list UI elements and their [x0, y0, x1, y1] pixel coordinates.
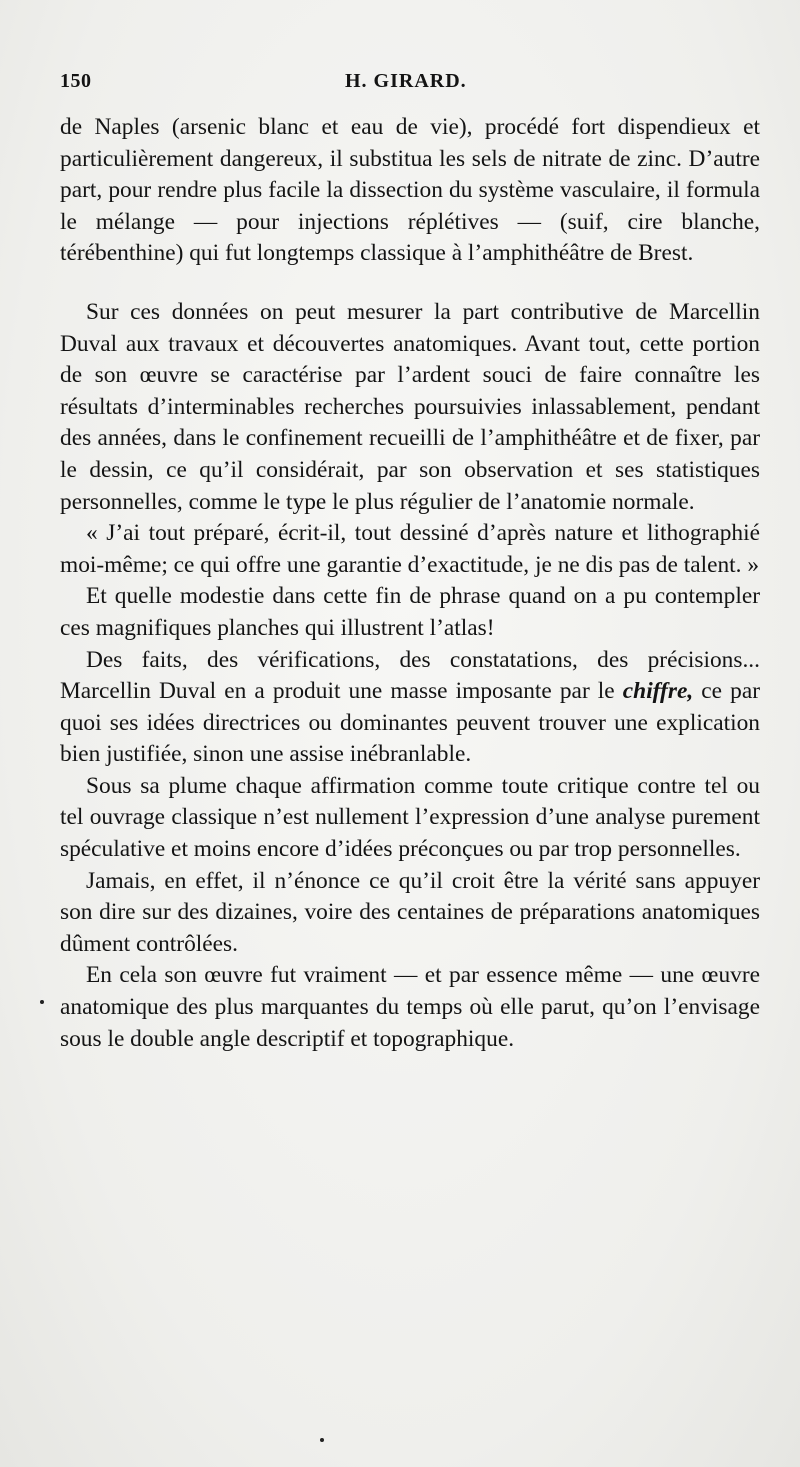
paragraph: Et quelle modestie dans cette fin de phrase quand on a pu contempler ces magnifiques planches qui illustrent l’atlas! [60, 583, 760, 641]
paragraph-text: ce par quoi ses idées directrices ou dominantes peuvent trouver une explication bien justifiée, sinon une assise inébranlable. [60, 678, 760, 768]
emphasized-word: chiffre, [622, 678, 694, 705]
paragraph-line: Des faits, des vérifications, des constatations, des précisions... [86, 646, 760, 673]
paragraph: En cela son œuvre fut vraiment — et par essence même — une œuvre anatomique des plus marquantes du temps où elle parut, qu’on l’envisage sous le double angle descriptif et topographique. [60, 962, 760, 1052]
quotation-paragraph: « J’ai tout préparé, écrit-il, tout dessiné d’après nature et lithographié moi-même; ce qui offre une garantie d’exactitude, je ne dis pas de talent. » [60, 520, 760, 578]
ink-speck [320, 1438, 324, 1442]
paragraph-continuation: de Naples (arsenic blanc et eau de vie), procédé fort dispendieux et particulièrement dangereux, il substitua les sels de nitrate de zinc. D’autre part, pour rendre plus facile la dissection du système vasculaire, il formula le mélange — pour injections réplétives — (suif, cire blanche, térébenthine) qui fut longtemps classique à l’amphithéâtre de Brest. [60, 114, 760, 267]
paragraph: Sous sa plume chaque affirmation comme toute critique contre tel ou tel ouvrage classique n’est nullement l’expression d’une analyse purement spéculative et moins encore d’idées préconçues ou par trop personnelles. [60, 772, 760, 863]
paragraph [60, 645, 760, 771]
ink-speck [40, 1000, 44, 1004]
body-text [60, 112, 760, 1055]
page-header [60, 70, 760, 100]
paragraph-text: Marcellin Duval en a produit une masse imposante par le [60, 678, 615, 705]
paragraph: Sur ces données on peut mesurer la part contributive de Marcellin Duval aux travaux et découvertes anatomiques. Avant tout, cette portion de son œuvre se caractérise par l’ardent souci de faire connaître les résultats d’interminables recherches poursuivies inlassablement, pendant des années, dans le confinement recueilli de l’amphithéâtre et de fixer, par le dessin, ce qu’il considérait, par son observation et ses statistiques personnelles, comme le type le plus régulier de l’anatomie normale. [60, 298, 760, 515]
running-head: H. GIRARD. [345, 70, 467, 92]
page-number: 150 [60, 70, 92, 92]
paragraph: Jamais, en effet, il n’énonce ce qu’il croit être la vérité sans appuyer son dire sur des dizaines, voire des centaines de préparations anatomiques dûment contrôlées. [60, 867, 760, 957]
